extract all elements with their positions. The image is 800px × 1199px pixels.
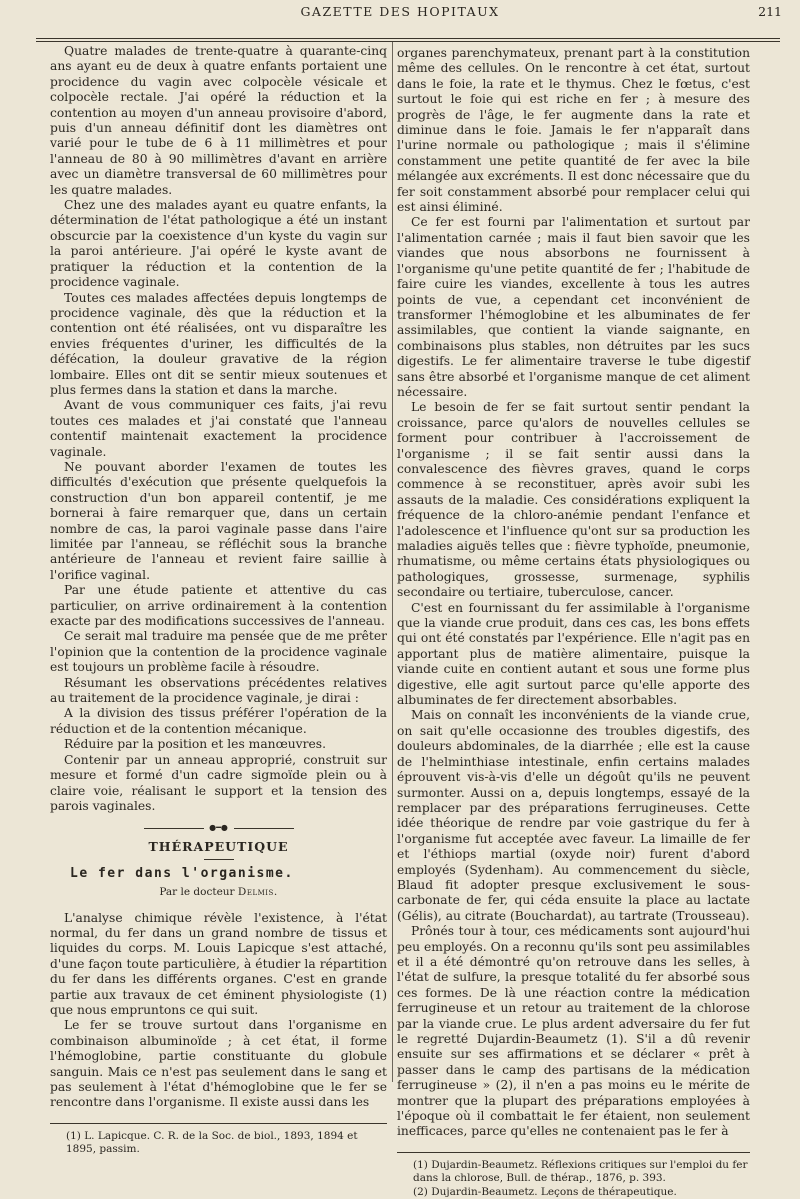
footnote: (1) L. Lapicque. C. R. de la Soc. de biol., 1893, 1894 et 1895, passim. xyxy=(66,1129,358,1156)
footnote-rule xyxy=(397,1152,750,1153)
article-title: Le fer dans l'organisme. xyxy=(70,865,294,881)
paragraph: Ne pouvant aborder l'examen de toutes les difficultés d'exécution que présente quelquefois la construction d'un bon appareil contentif, je me bornerai à faire remarquer que, dans un certain nombre de cas, la paroi vaginale passe dans l'aire limitée par l'anneau, se réfléchit sous la branche antérieure de l'anneau et revient faire saillie à l'orifice vaginal. xyxy=(50,459,387,582)
footnote: (2) Dujardin-Beaumetz. Leçons de thérapeutique. xyxy=(413,1185,677,1198)
paragraph: Chez une des malades ayant eu quatre enfants, la détermination de l'état pathologique a été un instant obscurcie par la coexistence d'un kyste du vagin sur la paroi antérieure. J'ai opéré le kyste avant de pratiquer la réduction et la contention de la procidence vaginale. xyxy=(50,198,387,290)
column-divider xyxy=(392,42,393,1082)
byline xyxy=(50,885,387,900)
paragraph: Le besoin de fer se fait surtout sentir pendant la croissance, parce qu'alors de nouvelles cellules se forment pour contribuer à l'accroissement de l'organisme ; il se fait sentir aussi dans la convalescence des fièvres graves, quand le corps commence à se reconstituer, après avoir subi les assauts de la maladie. Ces considérations expliquent la fréquence de la chloro-anémie pendant l'enfance et l'adolescence et l'influence qu'ont sur sa production les maladies aiguës telles que : fièvre typhoïde, pneumonie, rhumatisme, ou même certains états physiologiques ou pathologiques, grossesse, surmenage, syphilis secondaire ou tertiaire, tuberculose, cancer. xyxy=(397,400,750,600)
paragraph: Ce serait mal traduire ma pensée que de me prêter l'opinion que la contention de la procidence vaginale est toujours un problème facile à résoudre. xyxy=(50,629,387,675)
paragraph: Par une étude patiente et attentive du cas particulier, on arrive ordinairement à la contention exacte par des modifications successives de l'anneau. xyxy=(50,583,387,629)
left-column xyxy=(50,44,387,1157)
paragraph: Avant de vous communiquer ces faits, j'ai revu toutes ces malades et j'ai constaté que l'anneau contentif maintenait exactement la procidence vaginale. xyxy=(50,398,387,459)
paragraph: Ce fer est fourni par l'alimentation et surtout par l'alimentation carnée ; mais il faut bien savoir que les viandes que nous absorbons ne fournissent à l'organisme qu'une petite quantité de fer ; l'habitude de faire cuire les viandes, excellente à tous les autres points de vue, a cependant cet inconvénient de transformer l'hémoglobine et les albuminates de fer assimilables, que contient la viande saignante, en combinaisons plus stables, non détruites par les sucs digestifs. Le fer alimentaire traverse le tube digestif sans être absorbé et l'organisme manque de cet aliment nécessaire. xyxy=(397,215,750,399)
footnote-rule xyxy=(50,1123,387,1124)
section-heading: THÉRAPEUTIQUE xyxy=(148,839,289,855)
byline-prefix: Par le docteur xyxy=(159,886,235,899)
paragraph: C'est en fournissant du fer assimilable à l'organisme que la viande crue produit, dans ces cas, les bons effets qui ont été constatés par l'expérience. Elle n'agit pas en apportant plus de matière alimentaire, puisque la viande cuite en contient autant et sous une forme plus digestive, elle agit surtout parce qu'elle apporte des albuminates de fer directement absorbables. xyxy=(397,600,750,708)
footnote: (1) Dujardin-Beaumetz. Réflexions critiques sur l'emploi du fer dans la chlorose, Bull. de thérap., 1876, p. 393. xyxy=(413,1158,748,1185)
page-number: 211 xyxy=(758,4,782,19)
paragraph: Réduire par la position et les manœuvres. xyxy=(64,737,326,752)
paragraph: Le fer se trouve surtout dans l'organisme en combinaison albuminoïde ; à cet état, il forme l'hémoglobine, partie constituante du globule sanguin. Mais ce n'est pas seulement dans le sang et pas seulement à l'état d'hémoglobine que le fer se rencontre dans l'organisme. Il existe aussi dans les xyxy=(50,1018,387,1110)
paragraph: L'analyse chimique révèle l'existence, à l'état normal, du fer dans un grand nombre de tissus et liquides du corps. M. Louis Lapicque s'est attaché, d'une façon toute particulière, à étudier la répartition du fer dans les différents organes. C'est en grande partie aux travaux de cet éminent physiologiste (1) que nous empruntons ce qui suit. xyxy=(50,910,387,1017)
header-rule xyxy=(36,38,780,39)
paragraph: Mais on connaît les inconvénients de la viande crue, on sait qu'elle occasionne des troubles digestifs, des douleurs abdominales, de la diarrhée ; elle est la cause de l'helminthiase intestinale, enfin certains malades éprouvent vis-à-vis d'elle un dégoût qu'ils ne peuvent surmonter. Aussi on a, depuis longtemps, essayé de la remplacer par des préparations ferrugineuses. Cette idée théorique de rendre par voie gastrique du fer à l'organisme fut acceptée avec faveur. La limaille de fer et l'éthiops martial (oxyde noir) furent d'abord employés (Sydenham). Au commencement du siècle, Blaud fit adopter presque exclusivement le sous-carbonate de fer, qui céda ensuite la place au lactate (Gélis), au citrate (Bouchardat), au tartrate (Trousseau). xyxy=(397,708,750,923)
paragraph: Prônés tour à tour, ces médicaments sont aujourd'hui peu employés. On a reconnu qu'ils sont peu assimilables et il a été démontré qu'on retrouve dans les selles, à l'état de sulfure, la presque totalité du fer absorbé sous ces formes. De là une réaction contre la médication ferrugineuse et un retour au traitement de la chlorose par la viande crue. Le plus ardent adversaire du fer fut le regretté Dujardin-Beaumetz (1). S'il a dû revenir ensuite sur ses affirmations et se déclarer « prêt à passer dans le camp des partisans de la médication ferrugineuse » (2), il n'en a pas moins eu le mérite de montrer que la plupart des préparations employées à l'époque où il combattait le fer étaient, non seulement inefficaces, parce qu'elles ne contenaient pas le fer à xyxy=(397,924,750,1139)
section-separator: ●━● xyxy=(144,828,294,829)
paragraph: Contenir par un anneau approprié, construit sur mesure et formé d'un cadre sigmoïde plein ou à claire voie, réalisant le support et la tension des parois vaginales. xyxy=(50,752,387,813)
paragraph: Quatre malades de trente-quatre à quarante-cinq ans ayant eu de deux à quatre enfants portaient une procidence du vagin avec colpocèle vésicale et colpocèle rectale. J'ai opéré la réduction et la contention au moyen d'un anneau provisoire d'abord, puis d'un anneau définitif dont les diamètres ont varié pour le tube de 6 à 11 millimètres et pour l'anneau de 80 à 90 millimètres d'avant en arrière avec un diamètre transversal de 60 millimètres pour les quatre malades. xyxy=(50,44,387,197)
paragraph: Toutes ces malades affectées depuis longtemps de procidence vaginale, dès que la réduction et la contention ont été réalisées, ont vu disparaître les envies fréquentes d'uriner, les difficultés de la défécation, la douleur gravative de la région lombaire. Elles ont dit se sentir mieux soutenues et plus fermes dans la station et dans la marche. xyxy=(50,290,387,397)
byline-author: Delmis. xyxy=(237,886,278,899)
right-column xyxy=(397,46,750,1199)
paragraph: A la division des tissus préférer l'opération de la réduction et de la contention mécanique. xyxy=(50,706,387,736)
paragraph: Résumant les observations précédentes relatives au traitement de la procidence vaginale, je dirai : xyxy=(50,675,387,706)
paragraph: organes parenchymateux, prenant part à la constitution même des cellules. On le rencontre à cet état, surtout dans le foie, la rate et le thymus. Chez le fœtus, c'est surtout le foie qui est riche en fer ; à mesure des progrès de l'âge, le fer augmente dans la rate et diminue dans le foie. Jamais le fer n'apparaît dans l'urine normale ou pathologique ; mais il s'élimine constamment une petite quantité de fer avec la bile mélangée aux excréments. Il est donc nécessaire que du fer soit constamment absorbé pour remplacer celui qui est ainsi éliminé. xyxy=(397,46,750,215)
section-subrule xyxy=(204,859,234,860)
running-title: GAZETTE DES HOPITAUX xyxy=(300,4,500,19)
header-rule-double xyxy=(36,41,780,42)
